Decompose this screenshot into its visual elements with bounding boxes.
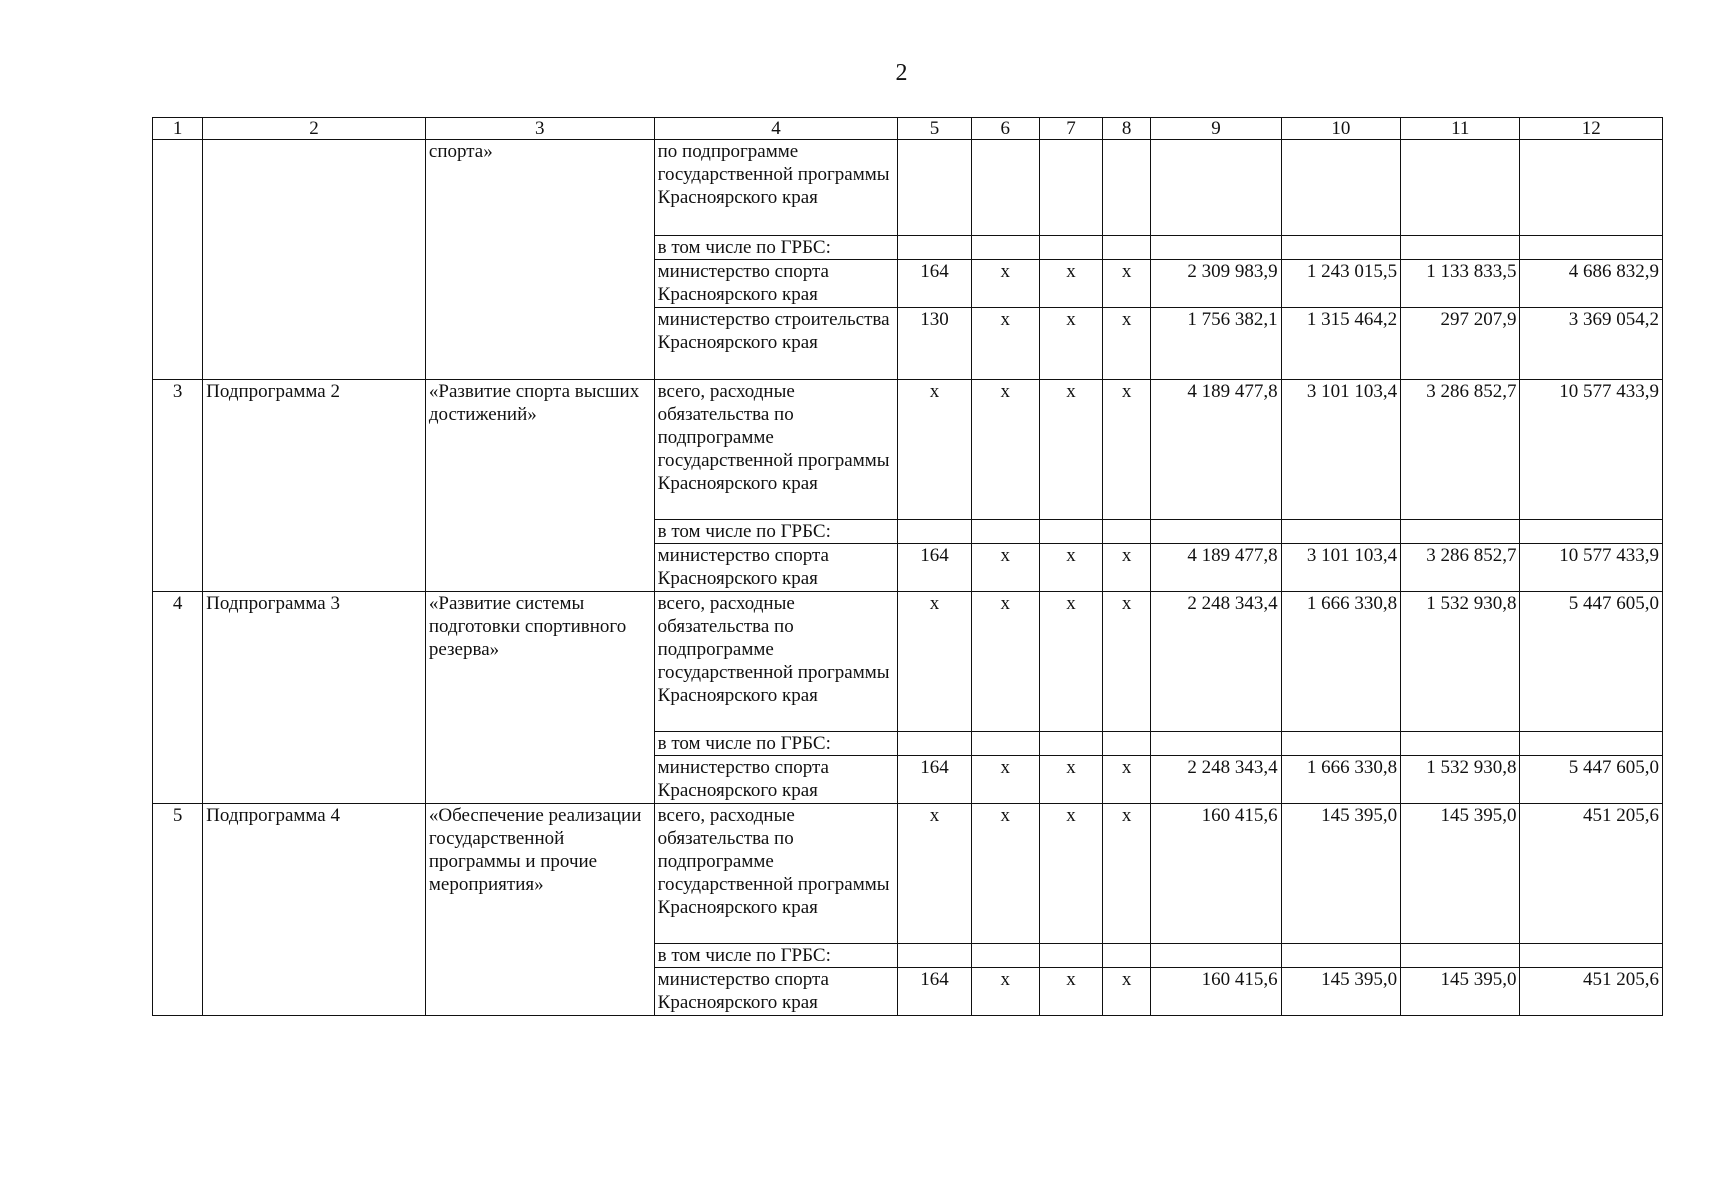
subprogram-name-cell: Подпрограмма 4 [203, 804, 426, 1016]
value-cell: х [1039, 308, 1102, 380]
amount-cell: 1 532 930,8 [1401, 756, 1520, 804]
value-cell: х [971, 968, 1039, 1016]
spending-label-cell: всего, расходные обязательства по подпрограмме государственной программы Красноярского края [654, 592, 898, 732]
col-header: 2 [203, 118, 426, 140]
value-cell: х [898, 804, 971, 944]
amount-cell: 160 415,6 [1151, 968, 1281, 1016]
subprogram-name-cell: Подпрограмма 3 [203, 592, 426, 804]
amount-cell: 145 395,0 [1401, 804, 1520, 944]
spending-label-cell: всего, расходные обязательства по подпрограмме государственной программы Красноярского края [654, 380, 898, 520]
amount-cell: 145 395,0 [1281, 968, 1400, 1016]
col-header: 4 [654, 118, 898, 140]
subprogram-title-cell: «Обеспечение реализации государственной программы и прочие мероприятия» [425, 804, 654, 1016]
amount-cell: 10 577 433,9 [1520, 380, 1663, 520]
value-cell: х [971, 380, 1039, 520]
spending-label-cell: по подпрограмме государственной программы Красноярского края [654, 140, 898, 236]
grbs-label-cell: в том числе по ГРБС: [654, 236, 898, 260]
grbs-label-cell: в том числе по ГРБС: [654, 520, 898, 544]
row-number-cell: 5 [153, 804, 203, 1016]
amount-cell: 2 248 343,4 [1151, 756, 1281, 804]
value-cell: х [971, 592, 1039, 732]
grbs-name-cell: министерство спорта Красноярского края [654, 968, 898, 1016]
value-cell: х [1103, 380, 1151, 520]
value-cell: х [898, 380, 971, 520]
col-header: 8 [1103, 118, 1151, 140]
value-cell: х [1039, 804, 1102, 944]
amount-cell: 451 205,6 [1520, 804, 1663, 944]
col-header: 1 [153, 118, 203, 140]
amount-cell: 3 101 103,4 [1281, 380, 1400, 520]
col-header: 9 [1151, 118, 1281, 140]
grbs-code-cell: 164 [898, 968, 971, 1016]
header-row [153, 118, 1663, 140]
col-header: 3 [425, 118, 654, 140]
row-number-cell [153, 140, 203, 380]
budget-table [152, 117, 1663, 1016]
amount-cell: 1 243 015,5 [1281, 260, 1400, 308]
amount-cell: 3 369 054,2 [1520, 308, 1663, 380]
value-cell: х [1039, 544, 1102, 592]
amount-cell: 4 686 832,9 [1520, 260, 1663, 308]
table-row [153, 592, 1663, 732]
amount-cell: 2 248 343,4 [1151, 592, 1281, 732]
grbs-label-cell: в том числе по ГРБС: [654, 944, 898, 968]
amount-cell: 1 532 930,8 [1401, 592, 1520, 732]
subprogram-name-cell: Подпрограмма 2 [203, 380, 426, 592]
grbs-code-cell: 164 [898, 544, 971, 592]
value-cell: х [1103, 756, 1151, 804]
value-cell: х [898, 592, 971, 732]
value-cell: х [1039, 592, 1102, 732]
amount-cell: 1 133 833,5 [1401, 260, 1520, 308]
value-cell: х [1103, 592, 1151, 732]
col-header: 6 [971, 118, 1039, 140]
value-cell: х [971, 544, 1039, 592]
grbs-name-cell: министерство спорта Красноярского края [654, 544, 898, 592]
value-cell: х [1039, 380, 1102, 520]
col-header: 10 [1281, 118, 1400, 140]
col-header: 12 [1520, 118, 1663, 140]
amount-cell: 1 666 330,8 [1281, 756, 1400, 804]
col-header: 7 [1039, 118, 1102, 140]
amount-cell: 1 666 330,8 [1281, 592, 1400, 732]
amount-cell: 451 205,6 [1520, 968, 1663, 1016]
col-header: 11 [1401, 118, 1520, 140]
grbs-code-cell: 130 [898, 308, 971, 380]
amount-cell: 160 415,6 [1151, 804, 1281, 944]
value-cell: х [1039, 260, 1102, 308]
amount-cell: 3 286 852,7 [1401, 544, 1520, 592]
grbs-label-cell: в том числе по ГРБС: [654, 732, 898, 756]
amount-cell: 4 189 477,8 [1151, 380, 1281, 520]
amount-cell: 10 577 433,9 [1520, 544, 1663, 592]
spending-label-cell: всего, расходные обязательства по подпрограмме государственной программы Красноярского края [654, 804, 898, 944]
table-row [153, 380, 1663, 520]
grbs-name-cell: министерство строительства Красноярского края [654, 308, 898, 380]
amount-cell: 5 447 605,0 [1520, 756, 1663, 804]
grbs-name-cell: министерство спорта Красноярского края [654, 260, 898, 308]
amount-cell: 2 309 983,9 [1151, 260, 1281, 308]
page-number: 2 [895, 60, 908, 86]
value-cell: х [1103, 308, 1151, 380]
amount-cell: 5 447 605,0 [1520, 592, 1663, 732]
amount-cell: 297 207,9 [1401, 308, 1520, 380]
value-cell: х [971, 756, 1039, 804]
value-cell: х [971, 260, 1039, 308]
row-number-cell: 4 [153, 592, 203, 804]
table-row [153, 140, 1663, 236]
value-cell: х [1103, 260, 1151, 308]
subprogram-title-cell: «Развитие системы подготовки спортивного резерва» [425, 592, 654, 804]
value-cell: х [1103, 968, 1151, 1016]
table-row [153, 804, 1663, 944]
value-cell: х [1039, 756, 1102, 804]
amount-cell: 4 189 477,8 [1151, 544, 1281, 592]
value-cell: х [971, 308, 1039, 380]
subprogram-title-cell: «Развитие спорта высших достижений» [425, 380, 654, 592]
col-header: 5 [898, 118, 971, 140]
value-cell: х [1039, 968, 1102, 1016]
amount-cell: 3 101 103,4 [1281, 544, 1400, 592]
amount-cell: 145 395,0 [1401, 968, 1520, 1016]
subprogram-title-cell: спорта» [425, 140, 654, 380]
amount-cell: 3 286 852,7 [1401, 380, 1520, 520]
grbs-code-cell: 164 [898, 756, 971, 804]
value-cell: х [971, 804, 1039, 944]
amount-cell: 1 315 464,2 [1281, 308, 1400, 380]
amount-cell: 1 756 382,1 [1151, 308, 1281, 380]
value-cell: х [1103, 804, 1151, 944]
grbs-name-cell: министерство спорта Красноярского края [654, 756, 898, 804]
row-number-cell: 3 [153, 380, 203, 592]
grbs-code-cell: 164 [898, 260, 971, 308]
amount-cell: 145 395,0 [1281, 804, 1400, 944]
subprogram-name-cell [203, 140, 426, 380]
value-cell: х [1103, 544, 1151, 592]
